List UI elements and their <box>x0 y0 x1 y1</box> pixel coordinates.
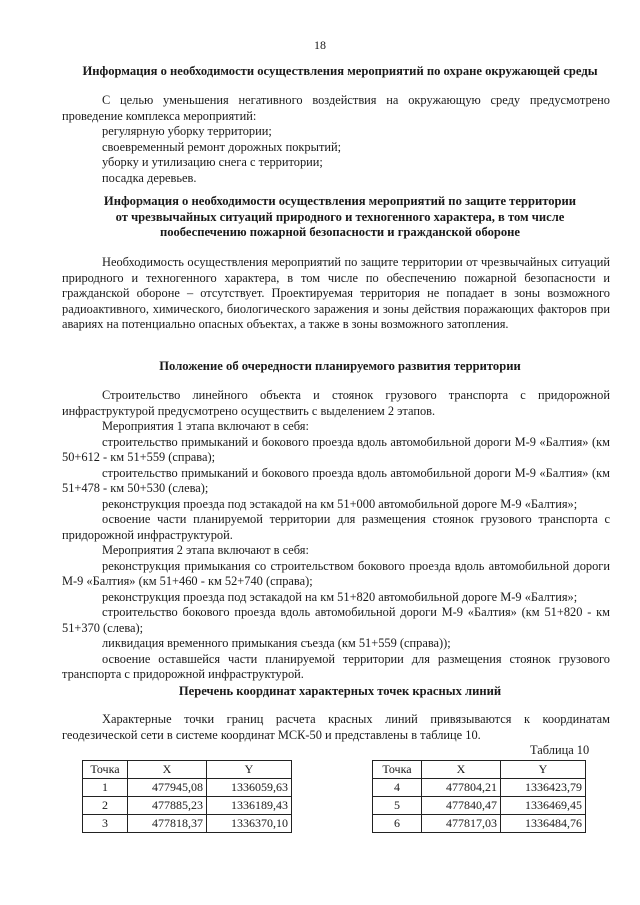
stages-paragraph: Мероприятия 1 этапа включают в себя: <box>102 419 309 433</box>
table-cell: 2 <box>83 797 128 815</box>
table-cell: 1336484,76 <box>501 815 586 833</box>
env-heading: Информация о необходимости осуществления мероприятий по охране окружающей среды <box>82 64 598 78</box>
table-cell: 477945,08 <box>128 779 207 797</box>
table-cell: 1336189,43 <box>207 797 292 815</box>
col-header: X <box>422 761 501 779</box>
stages-paragraph: строительство примыканий и бокового проезда вдоль автомобильной дороги М-9 «Балтия» (км 51+478 - км 50+530 (слева); <box>62 465 610 495</box>
table-cell: 3 <box>83 815 128 833</box>
stages-paragraph: Мероприятия 2 этапа включают в себя: <box>102 543 309 557</box>
table-cell: 6 <box>373 815 422 833</box>
env-item: посадка деревьев. <box>102 170 197 185</box>
emergency-heading-line: пообеспечению пожарной безопасности и гражданской обороне <box>159 225 521 240</box>
env-intro <box>62 93 610 124</box>
stages-paragraph: реконструкция примыкания со строительством бокового проезда вдоль автомобильной дороги М-9 «Балтия» (км 51+460 - км 52+740 (справа); <box>62 558 610 588</box>
emergency-heading <box>60 194 620 241</box>
emergency-heading-line: Информация о необходимости осуществления мероприятий по защите территории <box>103 194 577 208</box>
col-header: Точка <box>373 761 422 779</box>
table-row <box>373 815 586 833</box>
emergency-heading-line: от чрезвычайных ситуаций природного и техногенного характера, в том числе <box>115 209 565 224</box>
stages-text-block <box>62 388 610 683</box>
stages-paragraph: Строительство линейного объекта и стоянок грузового транспорта с придорожной инфраструктурой предусмотрено осуществить с выделением 2 этапов. <box>62 388 610 418</box>
table-cell: 4 <box>373 779 422 797</box>
table-cell: 477817,03 <box>422 815 501 833</box>
table-cell: 1336059,63 <box>207 779 292 797</box>
table-header-row <box>373 761 586 779</box>
stages-paragraph: строительство примыканий и бокового проезда вдоль автомобильной дороги М-9 «Балтия» (км 50+612 - км 51+559 (справа); <box>62 434 610 464</box>
col-header: Y <box>501 761 586 779</box>
stages-heading: Положение об очередности планируемого развития территории <box>159 359 521 373</box>
table-cell: 1336370,10 <box>207 815 292 833</box>
table-cell: 477818,37 <box>128 815 207 833</box>
env-item: уборку и утилизацию снега с территории; <box>102 155 323 169</box>
table-row <box>83 779 292 797</box>
emergency-text-block <box>62 255 610 333</box>
table-header-row <box>83 761 292 779</box>
stages-paragraph: ликвидация временного примыкания съезда (км 51+559 (справа)); <box>102 636 451 650</box>
col-header: X <box>128 761 207 779</box>
stages-paragraph: строительство бокового проезда вдоль автомобильной дороги М-9 «Балтия» (км 51+820 - км 51+370 (слева); <box>62 605 610 635</box>
stages-paragraph: освоение оставшейся части планируемой территории для размещения стоянок грузового транспорта с придорожной инфраструктурой. <box>62 651 610 681</box>
table-cell: 1 <box>83 779 128 797</box>
table-cell: 1336469,45 <box>501 797 586 815</box>
table-cell: 5 <box>373 797 422 815</box>
stages-paragraph: реконструкция проезда под эстакадой на км 51+000 автомобильной дороге М-9 «Балтия»; <box>102 496 578 511</box>
env-item: регулярную уборку территории; <box>102 124 272 138</box>
coords-text-block <box>62 712 610 743</box>
env-item: своевременный ремонт дорожных покрытий; <box>102 139 342 154</box>
table-row <box>83 815 292 833</box>
table-row <box>83 797 292 815</box>
table-caption: Таблица 10 <box>530 743 590 757</box>
table-row <box>373 779 586 797</box>
coords-table-right <box>372 760 586 833</box>
page-number: 18 <box>314 38 326 52</box>
coords-heading: Перечень координат характерных точек красных линий <box>178 684 502 698</box>
table-cell: 477840,47 <box>422 797 501 815</box>
col-header: Точка <box>83 761 128 779</box>
coords-text: Характерные точки границ расчета красных линий привязываются к координатам геодезической сети в системе координат МСК-50 и представлены в таблице 10. <box>62 712 610 742</box>
emergency-text: Необходимость осуществления мероприятий по защите территории от чрезвычайных ситуаций природного и техногенного характера, в том числе по обеспечению пожарной безопасности и гражданской обороне – отсутствует. Проектируемая территория не попадает в зоны возможного радиоактивного, химического, биологического заражения и зоны действия поражающих факторов при авариях на потенциально опасных объектах, а также в зоны возможного затопления. <box>62 255 610 331</box>
stages-paragraph: освоение части планируемой территории для размещения стоянок грузового транспорта с придорожной инфраструктурой. <box>62 512 610 542</box>
env-list <box>102 124 341 186</box>
col-header: Y <box>207 761 292 779</box>
env-intro-text: С целью уменьшения негативного воздействия на окружающую среду предусмотрено проведение комплекса мероприятий: <box>62 93 610 123</box>
coords-table-left <box>82 760 292 833</box>
table-cell: 477885,23 <box>128 797 207 815</box>
table-cell: 1336423,79 <box>501 779 586 797</box>
stages-paragraph: реконструкция проезда под эстакадой на км 51+820 автомобильной дороге М-9 «Балтия»; <box>102 589 578 604</box>
table-cell: 477804,21 <box>422 779 501 797</box>
table-row <box>373 797 586 815</box>
